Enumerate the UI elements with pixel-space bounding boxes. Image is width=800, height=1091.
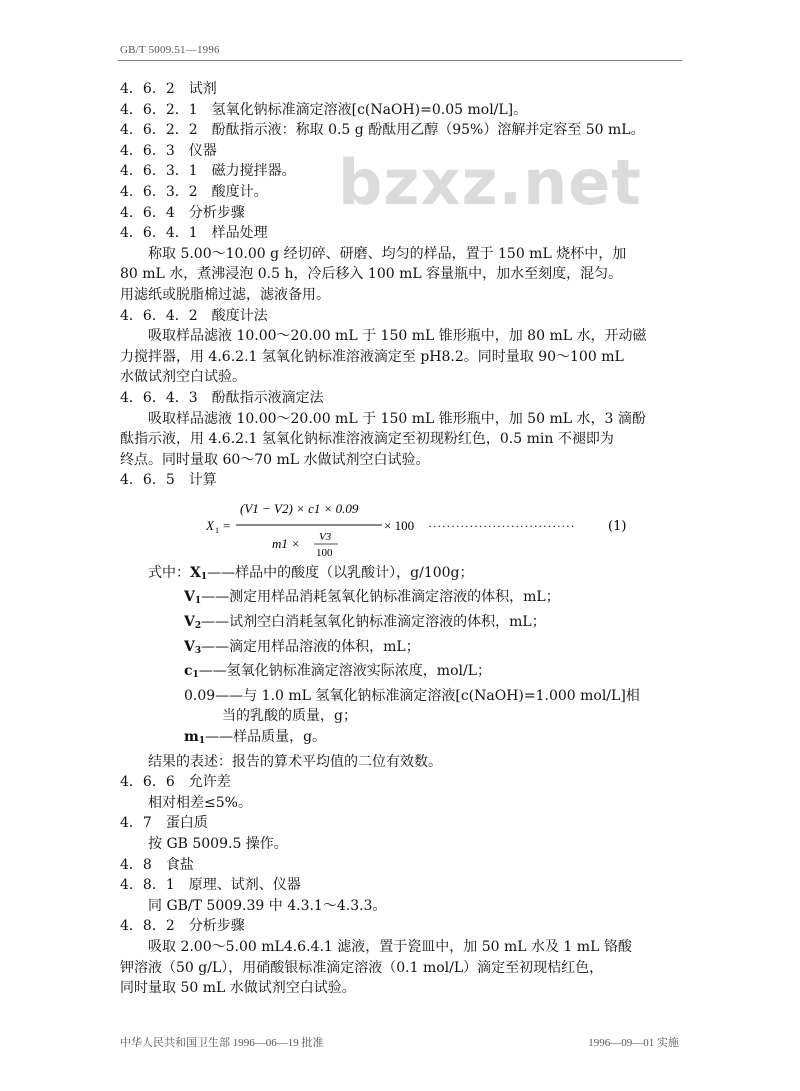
formula-denominator-m: m1 × [272,535,300,551]
where-item [120,727,690,752]
formula-numerator: (V1 − V2) × c1 × 0.09 [240,500,359,516]
where-item [120,637,690,662]
clause: 4．6．2．2 酚酞指示液：称取 0.5 g 酚酞用乙醇（95%）溶解并定容至 50 mL。 [120,122,645,139]
formula-inner-denominator: 100 [316,546,333,556]
paragraph-line: 水做试剂空白试验。 [120,369,246,386]
svg-text:=: = [223,517,231,533]
symbol: X [190,564,201,581]
section-heading: 4．6．3 仪器 [120,142,217,159]
paragraph-line: 结果的表述：报告的算术平均值的二位有效数。 [148,753,442,770]
section-heading: 4．6．5 计算 [120,472,217,489]
symbol: V [184,638,195,655]
symbol-sub: 1 [198,736,206,747]
paragraph-line: 相对相差≤5%。 [148,794,252,811]
paragraph-line: 钾溶液（50 g/L），用硝酸银标准滴定溶液（0.1 mol/L）滴定至初现桔红色， [120,959,604,976]
document-body [120,79,690,999]
where-prefix: 式中： [148,564,190,581]
symbol-sub: 1 [194,596,202,607]
section-heading: 4．8 食盐 [120,856,194,873]
formula-lhs-sub: 1 [215,525,219,535]
symbol-sub: 1 [192,670,199,681]
symbol-definition: ——滴定用样品溶液的体积，mL； [201,638,420,655]
symbol-definition: ——试剂空白消耗氢氧化钠标准滴定溶液的体积，mL； [201,614,546,631]
clause: 4．6．4．1 样品处理 [120,225,268,242]
symbol-definition: ——样品质量，g。 [205,729,327,746]
paragraph-line: 吸取样品滤液 10.00～20.00 mL 于 150 mL 锥形瓶中，加 80 mL 水，开动磁 [148,328,647,345]
clause: 4．6．3．1 磁力搅拌器。 [120,163,296,180]
header-divider [118,60,682,61]
formula-leader-dots: ································ [428,518,576,533]
symbol: m [184,729,199,746]
symbol: 0.09 [184,687,216,704]
paragraph-line: 按 GB 5009.5 操作。 [148,836,288,852]
section-heading: 4．7 蛋白质 [120,815,208,832]
where-item [120,563,690,588]
section-heading: 4．6．6 允许差 [120,774,231,791]
symbol-definition: ——样品中的酸度（以乳酸计），g/100g； [207,564,474,581]
where-item-continuation: 当的乳酸的质量，g； [222,708,357,725]
paragraph-line: 同时量取 50 mL 水做试剂空白试验。 [120,980,356,997]
symbol-definition: ——与 1.0 mL 氢氧化钠标准滴定溶液[c(NaOH)=1.000 mol/L]相 [215,687,640,704]
symbol-sub: 1 [200,571,208,582]
paragraph-line: 吸取样品滤液 10.00～20.00 mL 于 150 mL 锥形瓶中，加 50 mL 水，3 滴酚 [148,410,646,427]
where-item [120,661,690,686]
paragraph-line: 80 mL 水，煮沸浸泡 0.5 h，冷后移入 100 mL 容量瓶中，加水至刻度，混匀。 [120,266,623,283]
clause: 4．6．4．2 酸度计法 [120,307,268,324]
symbol-sub: 3 [194,645,202,656]
formula-number: (1) [608,518,627,534]
paragraph-line: 吸取 2.00～5.00 mL4.6.4.1 滤液，置于瓷皿中，加 50 mL 水及 1 mL 铬酸 [148,938,632,955]
section-heading: 4．6．2 试剂 [120,81,217,97]
formula-1 [120,496,690,556]
watermark: bzxz.net [338,146,642,219]
symbol: V [184,589,195,606]
symbol: c [184,663,193,680]
symbol: V [184,614,195,631]
footer-effective-date: 1996—09—01 实施 [588,1037,679,1049]
symbol-definition: ——氢氧化钠标准滴定溶液实际浓度，mol/L； [198,663,491,680]
where-item [120,686,690,707]
formula-times-100: × 100 [384,517,415,533]
footer-issuer: 中华人民共和国卫生部 1996—06—19 批准 [120,1037,324,1049]
paragraph-line: 力搅拌器，用 4.6.2.1 氢氧化钠标准溶液滴定至 pH8.2。同时量取 90～100 mL [120,348,624,365]
paragraph-line: 称取 5.00～10.00 g 经切碎、研磨、均匀的样品，置于 150 mL 烧杯中，加 [148,245,627,262]
formula-lhs: X [206,517,214,533]
where-item [120,612,690,637]
symbol-definition: ——测定用样品消耗氢氧化钠标准滴定溶液的体积，mL； [201,589,560,606]
paragraph-line: 酞指示液，用 4.6.2.1 氢氧化钠标准溶液滴定至初现粉红色，0.5 min 不褪即为 [120,431,614,448]
clause: 4．8．2 分析步骤 [120,918,245,935]
paragraph-line: 终点。同时量取 60～70 mL 水做试剂空白试验。 [120,451,430,468]
symbol-sub: 2 [194,621,202,632]
clause: 4．6．2．1 氢氧化钠标准滴定溶液[c(NaOH)=0.05 mol/L]。 [120,101,528,118]
where-item [120,587,690,612]
clause: 4．8．1 原理、试剂、仪器 [120,877,301,894]
section-heading: 4．6．4 分析步骤 [120,204,245,221]
paragraph-line: 同 GB/T 5009.39 中 4.3.1～4.3.3。 [148,897,387,914]
paragraph-line: 用滤纸或脱脂棉过滤，滤液备用。 [120,286,330,303]
clause: 4．6．3．2 酸度计。 [120,183,268,200]
clause: 4．6．4．3 酚酞指示液滴定法 [120,389,324,406]
formula-inner-numerator: V3 [319,530,332,543]
standard-code-header: GB/T 5009.51—1996 [120,44,220,56]
